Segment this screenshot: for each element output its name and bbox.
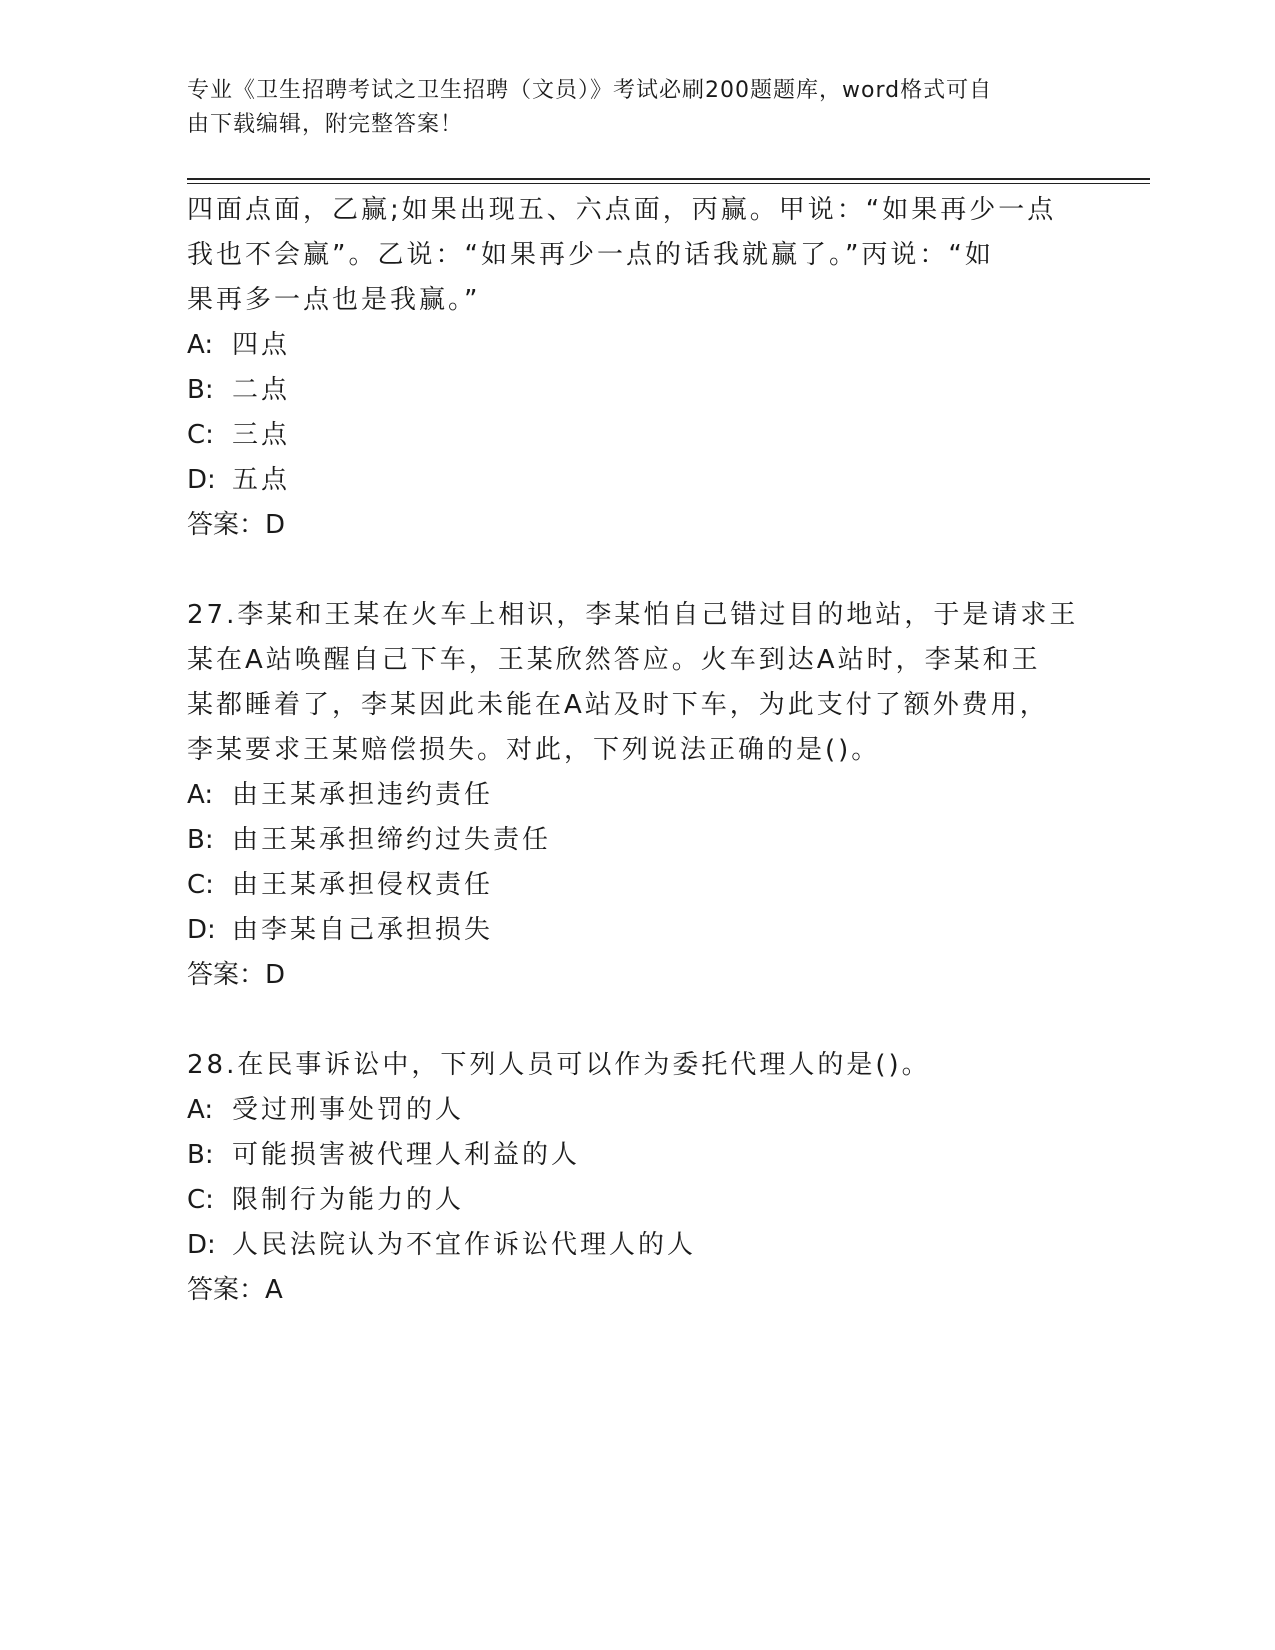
header-line-2: 由下载编辑，附完整答案！ [187,112,464,137]
question-content [187,188,1087,1313]
header-divider-thick [187,178,1150,180]
question-block-27 [187,593,1087,998]
option-d [187,1223,1087,1268]
question-text-line: 28.在民事诉讼中，下列人员可以作为委托代理人的是()。 [187,1050,931,1080]
option-text: 由王某承担侵权责任 [232,870,494,900]
option-c [187,413,1087,458]
header-divider-thin [187,183,1150,184]
question-text-line: 果再多一点也是我赢。” [187,285,481,315]
question-text-line: 我也不会赢”。乙说：“如果再少一点的话我就赢了。”丙说：“如 [187,240,994,270]
option-letter: A: [187,1095,214,1125]
option-letter: D: [187,1230,216,1260]
option-text: 三点 [232,420,291,450]
question-block-continued [187,188,1087,548]
option-a [187,773,1087,818]
option-letter: B: [187,825,214,855]
option-letter: D: [187,915,216,945]
option-text: 受过刑事处罚的人 [232,1095,465,1125]
option-c [187,863,1087,908]
option-a [187,323,1087,368]
option-letter: A: [187,780,214,810]
document-header [187,74,1067,142]
option-d [187,908,1087,953]
option-letter: A: [187,330,214,360]
option-letter: C: [187,870,214,900]
option-text: 可能损害被代理人利益的人 [232,1140,581,1170]
option-letter: D: [187,465,216,495]
option-text: 由王某承担违约责任 [232,780,494,810]
option-b [187,818,1087,863]
option-letter: B: [187,375,214,405]
question-block-28 [187,1043,1087,1313]
option-letter: C: [187,1185,214,1215]
option-b [187,1133,1087,1178]
answer-line: 答案：A [187,1275,283,1305]
question-text-line: 四面点面，乙赢;如果出现五、六点面，丙赢。甲说：“如果再少一点 [187,195,1057,225]
question-text-line: 李某要求王某赔偿损失。对此，下列说法正确的是()。 [187,735,881,765]
option-b [187,368,1087,413]
option-a [187,1088,1087,1133]
option-c [187,1178,1087,1223]
option-text: 五点 [232,465,291,495]
answer-line: 答案：D [187,510,286,540]
option-text: 人民法院认为不宜作诉讼代理人的人 [232,1230,697,1260]
option-letter: B: [187,1140,214,1170]
option-d [187,458,1087,503]
question-text-line: 某在A站唤醒自己下车，王某欣然答应。火车到达A站时，李某和王 [187,645,1041,675]
option-text: 限制行为能力的人 [232,1185,465,1215]
option-text: 二点 [232,375,291,405]
spacer [187,548,1087,593]
option-text: 由王某承担缔约过失责任 [232,825,552,855]
option-text: 由李某自己承担损失 [232,915,494,945]
answer-line: 答案：D [187,960,286,990]
option-letter: C: [187,420,214,450]
header-line-1: 专业《卫生招聘考试之卫生招聘（文员）》考试必刷200题题库，word格式可自 [187,78,993,103]
spacer [187,998,1087,1043]
question-text-line: 27.李某和王某在火车上相识，李某怕自己错过目的地站，于是请求王 [187,600,1079,630]
question-text-line: 某都睡着了，李某因此未能在A站及时下车，为此支付了额外费用， [187,690,1049,720]
option-text: 四点 [232,330,291,360]
